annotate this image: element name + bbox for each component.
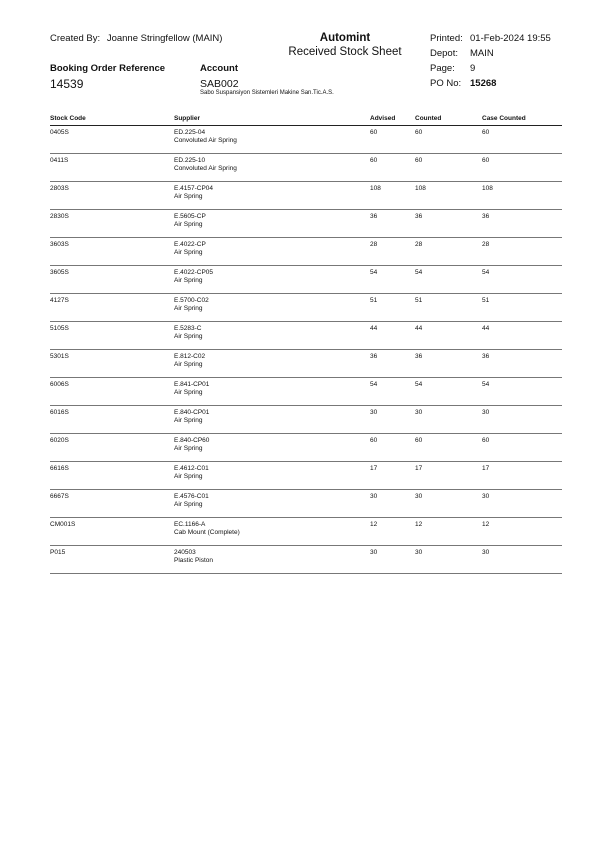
stock-code: CM001S	[50, 518, 174, 546]
table-row	[50, 434, 562, 462]
stock-table	[50, 114, 562, 574]
supplier-cell	[174, 294, 370, 322]
supplier-ref: E.840-CP60	[174, 437, 210, 444]
supplier-cell	[174, 462, 370, 490]
po-value: 15268	[470, 78, 497, 89]
advised-qty: 30	[370, 546, 415, 574]
page-value: 9	[470, 63, 476, 74]
stock-code: 2803S	[50, 182, 174, 210]
case-counted-qty: 17	[482, 462, 562, 490]
item-description: Air Spring	[174, 360, 203, 368]
advised-qty: 60	[370, 126, 415, 154]
item-description: Air Spring	[174, 192, 203, 200]
item-description: Air Spring	[174, 248, 203, 256]
supplier-cell	[174, 434, 370, 462]
col-advised: Advised	[370, 114, 415, 126]
created-by-label: Created By:	[50, 33, 101, 44]
item-description: Air Spring	[174, 416, 203, 424]
counted-qty: 54	[415, 266, 482, 294]
account-code: SAB002	[200, 78, 239, 90]
counted-qty: 108	[415, 182, 482, 210]
table-row	[50, 378, 562, 406]
stock-code: 6020S	[50, 434, 174, 462]
item-description: Cab Mount (Complete)	[174, 528, 240, 536]
counted-qty: 60	[415, 434, 482, 462]
supplier-cell	[174, 182, 370, 210]
supplier-cell	[174, 154, 370, 182]
case-counted-qty: 60	[482, 154, 562, 182]
stock-code: 5301S	[50, 350, 174, 378]
col-supplier: Supplier	[174, 114, 370, 126]
booking-ref-value: 14539	[50, 77, 84, 91]
table-row	[50, 322, 562, 350]
supplier-cell	[174, 518, 370, 546]
advised-qty: 36	[370, 210, 415, 238]
advised-qty: 36	[370, 350, 415, 378]
supplier-cell	[174, 238, 370, 266]
table-row	[50, 462, 562, 490]
counted-qty: 17	[415, 462, 482, 490]
advised-qty: 17	[370, 462, 415, 490]
advised-qty: 28	[370, 238, 415, 266]
item-description: Air Spring	[174, 220, 203, 228]
table-row	[50, 294, 562, 322]
col-case-counted: Case Counted	[482, 114, 562, 126]
item-description: Convoluted Air Spring	[174, 164, 237, 172]
advised-qty: 30	[370, 406, 415, 434]
supplier-ref: E.4022-CP05	[174, 269, 214, 276]
item-description: Air Spring	[174, 388, 203, 396]
item-description: Plastic Piston	[174, 556, 214, 564]
counted-qty: 36	[415, 210, 482, 238]
created-by	[50, 33, 226, 44]
stock-code: 6616S	[50, 462, 174, 490]
supplier-ref: ED.225-04	[174, 129, 206, 136]
supplier-ref: 240503	[174, 549, 196, 556]
table-row	[50, 238, 562, 266]
advised-qty: 51	[370, 294, 415, 322]
counted-qty: 60	[415, 126, 482, 154]
counted-qty: 60	[415, 154, 482, 182]
page-label: Page:	[430, 63, 455, 74]
item-description: Air Spring	[174, 500, 203, 508]
item-description: Air Spring	[174, 276, 203, 284]
printed-label: Printed:	[430, 33, 463, 44]
table-row	[50, 126, 562, 154]
stock-code: 2830S	[50, 210, 174, 238]
case-counted-qty: 30	[482, 546, 562, 574]
table-row	[50, 490, 562, 518]
supplier-cell	[174, 126, 370, 154]
case-counted-qty: 60	[482, 126, 562, 154]
table-row	[50, 406, 562, 434]
printed-value: 01-Feb-2024 19:55	[470, 33, 551, 44]
supplier-ref: ED.225-10	[174, 157, 206, 164]
stock-code: 6006S	[50, 378, 174, 406]
table-row	[50, 546, 562, 574]
case-counted-qty: 36	[482, 210, 562, 238]
created-by-value: Joanne Stringfellow (MAIN)	[106, 33, 223, 44]
supplier-cell	[174, 210, 370, 238]
stock-code: 4127S	[50, 294, 174, 322]
case-counted-qty: 54	[482, 266, 562, 294]
counted-qty: 12	[415, 518, 482, 546]
table-header-row	[50, 114, 562, 126]
supplier-ref: E.4612-C01	[174, 465, 209, 472]
supplier-ref: E.812-C02	[174, 353, 206, 360]
counted-qty: 36	[415, 350, 482, 378]
supplier-ref: E.4022-CP	[174, 241, 206, 248]
table-row	[50, 350, 562, 378]
counted-qty: 30	[415, 546, 482, 574]
advised-qty: 44	[370, 322, 415, 350]
stock-code: 6667S	[50, 490, 174, 518]
case-counted-qty: 30	[482, 406, 562, 434]
stock-code: 0405S	[50, 126, 174, 154]
account-name: Sabo Suspansiyon Sistemleri Makine San.Tic.A.S.	[200, 90, 334, 96]
depot-label: Depot:	[430, 48, 458, 59]
sheet-title: Received Stock Sheet	[288, 46, 402, 58]
supplier-ref: E.4157-CP04	[174, 185, 214, 192]
case-counted-qty: 54	[482, 378, 562, 406]
supplier-ref: E.4576-C01	[174, 493, 209, 500]
supplier-ref: E.5605-CP	[174, 213, 206, 220]
supplier-ref: E.841-CP01	[174, 381, 210, 388]
advised-qty: 60	[370, 154, 415, 182]
case-counted-qty: 108	[482, 182, 562, 210]
counted-qty: 30	[415, 490, 482, 518]
stock-code: 0411S	[50, 154, 174, 182]
case-counted-qty: 60	[482, 434, 562, 462]
advised-qty: 54	[370, 266, 415, 294]
account-label: Account	[200, 63, 238, 74]
supplier-cell	[174, 322, 370, 350]
stock-code: 6016S	[50, 406, 174, 434]
supplier-cell	[174, 546, 370, 574]
supplier-cell	[174, 350, 370, 378]
supplier-cell	[174, 406, 370, 434]
stock-code: 3605S	[50, 266, 174, 294]
case-counted-qty: 51	[482, 294, 562, 322]
table-row	[50, 266, 562, 294]
item-description: Air Spring	[174, 444, 203, 452]
col-stock-code: Stock Code	[50, 114, 174, 126]
supplier-ref: EC.1166-A	[174, 521, 206, 528]
case-counted-qty: 44	[482, 322, 562, 350]
supplier-ref: E.840-CP01	[174, 409, 210, 416]
item-description: Air Spring	[174, 332, 203, 340]
supplier-cell	[174, 266, 370, 294]
counted-qty: 30	[415, 406, 482, 434]
booking-ref-label: Booking Order Reference	[50, 63, 166, 74]
supplier-cell	[174, 490, 370, 518]
table-row	[50, 182, 562, 210]
supplier-cell	[174, 378, 370, 406]
advised-qty: 108	[370, 182, 415, 210]
item-description: Convoluted Air Spring	[174, 136, 237, 144]
advised-qty: 30	[370, 490, 415, 518]
stock-code: 5105S	[50, 322, 174, 350]
table-row	[50, 210, 562, 238]
advised-qty: 54	[370, 378, 415, 406]
table-row	[50, 518, 562, 546]
case-counted-qty: 28	[482, 238, 562, 266]
case-counted-qty: 36	[482, 350, 562, 378]
stock-code: 3603S	[50, 238, 174, 266]
stock-code: P015	[50, 546, 174, 574]
depot-value: MAIN	[470, 48, 494, 59]
report-header	[50, 30, 560, 100]
supplier-ref: E.5700-C02	[174, 297, 209, 304]
advised-qty: 60	[370, 434, 415, 462]
counted-qty: 28	[415, 238, 482, 266]
counted-qty: 44	[415, 322, 482, 350]
counted-qty: 51	[415, 294, 482, 322]
case-counted-qty: 12	[482, 518, 562, 546]
counted-qty: 54	[415, 378, 482, 406]
company-name: Automint	[319, 32, 371, 44]
col-counted: Counted	[415, 114, 482, 126]
advised-qty: 12	[370, 518, 415, 546]
item-description: Air Spring	[174, 304, 203, 312]
table-row	[50, 154, 562, 182]
po-label: PO No:	[430, 78, 462, 89]
case-counted-qty: 30	[482, 490, 562, 518]
supplier-ref: E.5283-C	[174, 325, 202, 332]
item-description: Air Spring	[174, 472, 203, 480]
